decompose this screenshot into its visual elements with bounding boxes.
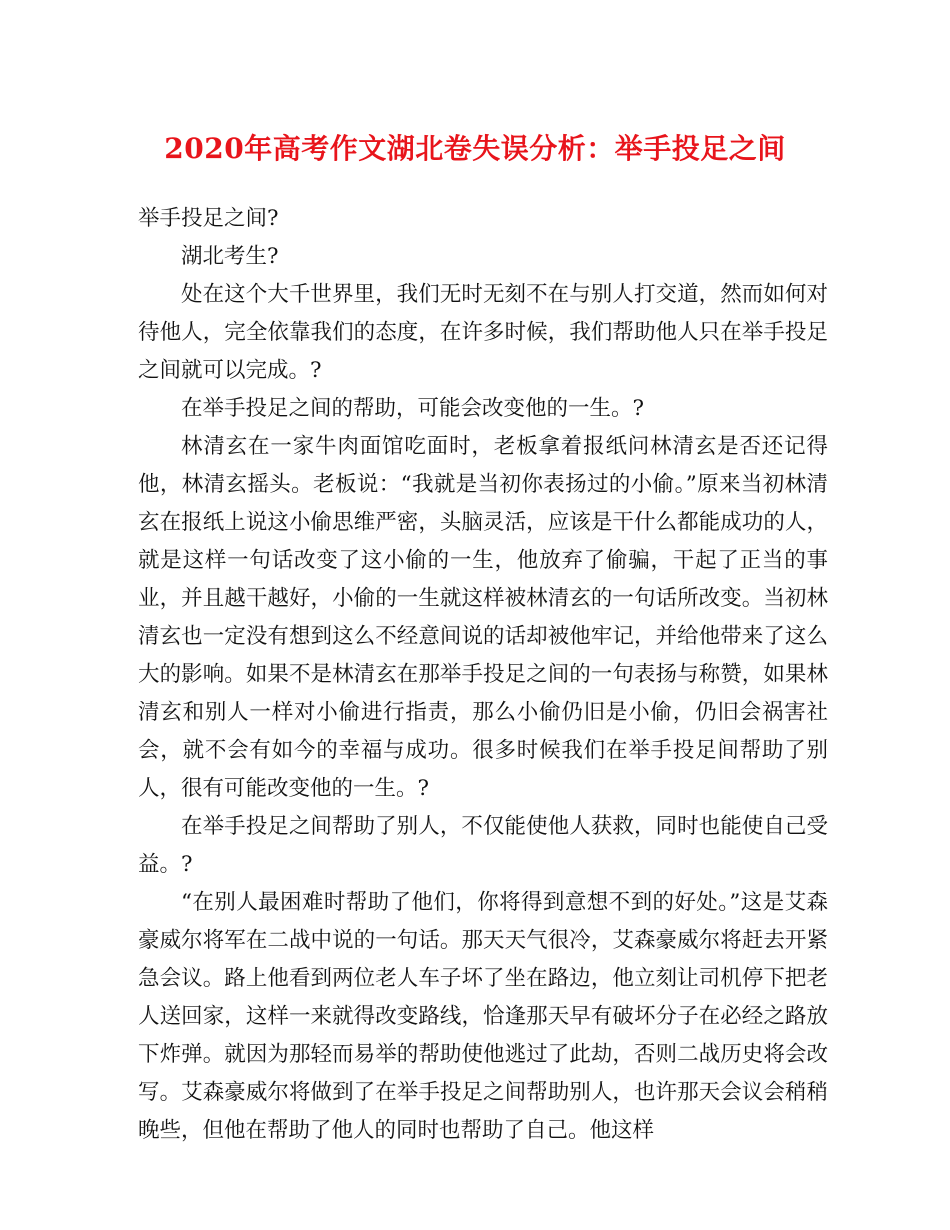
paragraph-example-2: “在别人最困难时帮助了他们，你将得到意想不到的好处。”这是艾森豪威尔将军在二战中说的一句话。那天天气很冷，艾森豪威尔将赶去开紧急会议。路上他看到两位老人车子坏了坐在路边，他立刻让司机停下把老人送回家，这样一来就得改变路线，恰逢那天早有破坏分子在必经之路放下炸弹。就因为那轻而易举的帮助使他逃过了此劫，否则二战历史将会改写。艾森豪威尔将做到了在举手投足之间帮助别人，也许那天会议会稍稍晚些，但他在帮助了他人的同时也帮助了自己。他这样 — [138, 890, 828, 1143]
paragraph-thesis-1: 在举手投足之间的帮助，可能会改变他的一生。? — [181, 396, 645, 421]
paragraph-intro: 处在这个大千世界里，我们无时无刻不在与别人打交道，然而如何对待他人，完全依靠我们的态度，在许多时候，我们帮助他人只在举手投足之间就可以完成。? — [138, 282, 828, 383]
document-title: 2020年高考作文湖北卷失误分析：举手投足之间 — [164, 132, 786, 165]
paragraph-example-1: 林清玄在一家牛肉面馆吃面时，老板拿着报纸问林清玄是否还记得他，林清玄摇头。老板说：“我就是当初你表扬过的小偷。”原来当初林清玄在报纸上说这小偷思维严密，头脑灵活，应该是干什么都能成功的人，就是这样一句话改变了这小偷的一生，他放弃了偷骗，干起了正当的事业，并且越干越好，小偷的一生就这样被林清玄的一句话所改变。当初林清玄也一定没有想到这么不经意间说的话却被他牢记，并给他带来了这么大的影响。如果不是林清玄在那举手投足之间的一句表扬与称赞，如果林清玄和别人一样对小偷进行指责，那么小偷仍旧是小偷，仍旧会祸害社会，就不会有如今的幸福与成功。很多时候我们在举手投足间帮助了别人，很有可能改变他的一生。? — [138, 434, 828, 801]
paragraph-thesis-2: 在举手投足之间帮助了别人，不仅能使他人获救，同时也能使自己受益。? — [138, 814, 828, 877]
essay-author: 湖北考生? — [181, 244, 279, 269]
document-body — [138, 200, 828, 1150]
essay-heading: 举手投足之间? — [138, 206, 279, 231]
